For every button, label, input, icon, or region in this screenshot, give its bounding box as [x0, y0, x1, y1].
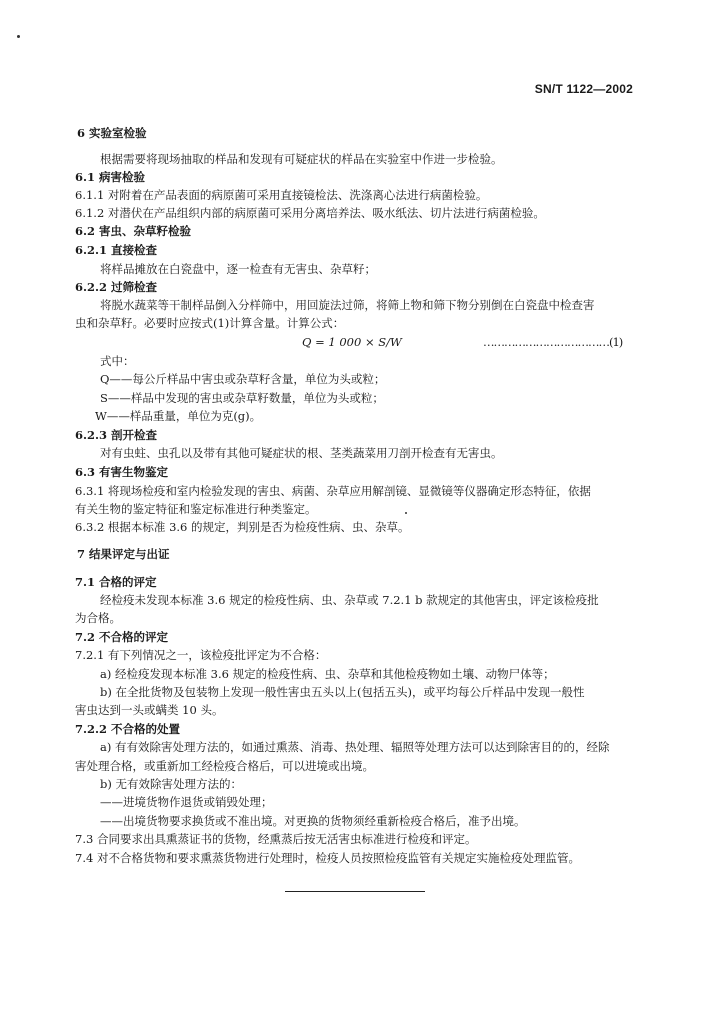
scan-speck	[17, 35, 20, 38]
clause-7-2-2-heading: 7.2.2 不合格的处置	[75, 722, 181, 736]
clause-6-2-2-text-1: 将脱水蔬菜等干制样品倒入分样筛中，用回旋法过筛，将筛上物和筛下物分别倒在白瓷盘中检查害	[100, 298, 595, 312]
clause-6-2-1-text: 将样品摊放在白瓷盘中，逐一检查有无害虫、杂草籽；	[100, 262, 376, 276]
section-6-heading: 6 实验室检验	[77, 126, 147, 140]
section-7-2-heading: 7.2 不合格的评定	[75, 630, 169, 644]
clause-7-2-2-b: b) 无有效除害处理方法的：	[100, 777, 243, 791]
clause-7-3: 7.3 合同要求出具熏蒸证书的货物，经熏蒸后按无活害虫标准进行检疫和评定。	[75, 832, 477, 846]
clause-6-2-1-heading: 6.2.1 直接检查	[75, 243, 158, 257]
clause-6-2-2-heading: 6.2.2 过筛检查	[75, 280, 158, 294]
section-6-1-heading: 6.1 病害检验	[75, 170, 146, 184]
section-7-heading: 7 结果评定与出证	[77, 547, 170, 561]
clause-7-2-2-dash-1: ——进境货物作退货或销毁处理；	[100, 795, 273, 809]
clause-7-1-text-2: 为合格。	[75, 611, 121, 625]
formula-number: ………………………………(1)	[483, 335, 623, 349]
formula-var-w: W——样品重量，单位为克(g)。	[95, 409, 262, 423]
clause-7-2-2-a-1: a) 有有效除害处理方法的，如通过熏蒸、消毒、热处理、辐照等处理方法可以达到除害目的的，经除	[100, 740, 610, 754]
clause-7-2-2-dash-2: ——出境货物要求换货或不准出境。对更换的货物须经重新检疫合格后，准予出境。	[100, 814, 526, 828]
clause-7-2-1-item-b-1: b) 在全批货物及包装物上发现一般性害虫五头以上(包括五头)，或平均每公斤样品中发现一般性	[100, 685, 585, 699]
clause-6-3-2: 6.3.2 根据本标准 3.6 的规定，判别是否为检疫性病、虫、杂草。	[75, 520, 410, 534]
clause-7-2-1-item-b-2: 害虫达到一头或螨类 10 头。	[75, 703, 224, 717]
content-formula: Q = 1 000 × S/W	[302, 335, 402, 349]
scan-speck	[405, 512, 407, 514]
clause-7-2-1: 7.2.1 有下列情况之一，该检疫批评定为不合格：	[75, 648, 327, 662]
clause-6-3-1-line-1: 6.3.1 将现场检疫和室内检验发现的害虫、病菌、杂草应用解剖镜、显微镜等仪器确定形态特征，依据	[75, 484, 591, 498]
clause-6-2-3-text: 对有虫蛀、虫孔以及带有其他可疑症状的根、茎类蔬菜用刀剖开检查有无害虫。	[100, 446, 503, 460]
clause-6-1-2: 6.1.2 对潜伏在产品组织内部的病原菌可采用分离培养法、吸水纸法、切片法进行病菌检验。	[75, 206, 545, 220]
section-7-1-heading: 7.1 合格的评定	[75, 575, 157, 589]
clause-7-2-2-a-2: 害处理合格，或重新加工经检疫合格后，可以进境或出境。	[75, 759, 374, 773]
clause-6-3-1-line-2: 有关生物的鉴定特征和鉴定标准进行种类鉴定。	[75, 502, 317, 516]
formula-var-s: S——样品中发现的害虫或杂草籽数量，单位为头或粒；	[100, 391, 384, 405]
standard-code: SN/T 1122—2002	[534, 82, 633, 96]
end-rule	[285, 891, 425, 892]
clause-6-2-3-heading: 6.2.3 剖开检查	[75, 428, 158, 442]
clause-6-1-1: 6.1.1 对附着在产品表面的病原菌可采用直接镜检法、洗涤离心法进行病菌检验。	[75, 188, 488, 202]
clause-7-2-1-item-a: a) 经检疫发现本标准 3.6 规定的检疫性病、虫、杂草和其他检疫物如土壤、动物尸体等；	[100, 667, 555, 681]
clause-7-4: 7.4 对不合格货物和要求熏蒸货物进行处理时，检疫人员按照检疫监管有关规定实施检疫处理监管。	[75, 851, 580, 865]
formula-where: 式中：	[100, 354, 135, 368]
section-6-3-heading: 6.3 有害生物鉴定	[75, 465, 169, 479]
formula-var-q: Q——每公斤样品中害虫或杂草籽含量，单位为头或粒；	[100, 372, 386, 386]
section-6-2-heading: 6.2 害虫、杂草籽检验	[75, 224, 192, 238]
clause-6-2-2-text-2: 虫和杂草籽。必要时应按式(1)计算含量。计算公式：	[75, 316, 345, 330]
clause-7-1-text-1: 经检疫未发现本标准 3.6 规定的检疫性病、虫、杂草或 7.2.1 b 款规定的其他害虫，评定该检疫批	[100, 593, 599, 607]
section-6-intro: 根据需要将现场抽取的样品和发现有可疑症状的样品在实验室中作进一步检验。	[100, 152, 503, 166]
